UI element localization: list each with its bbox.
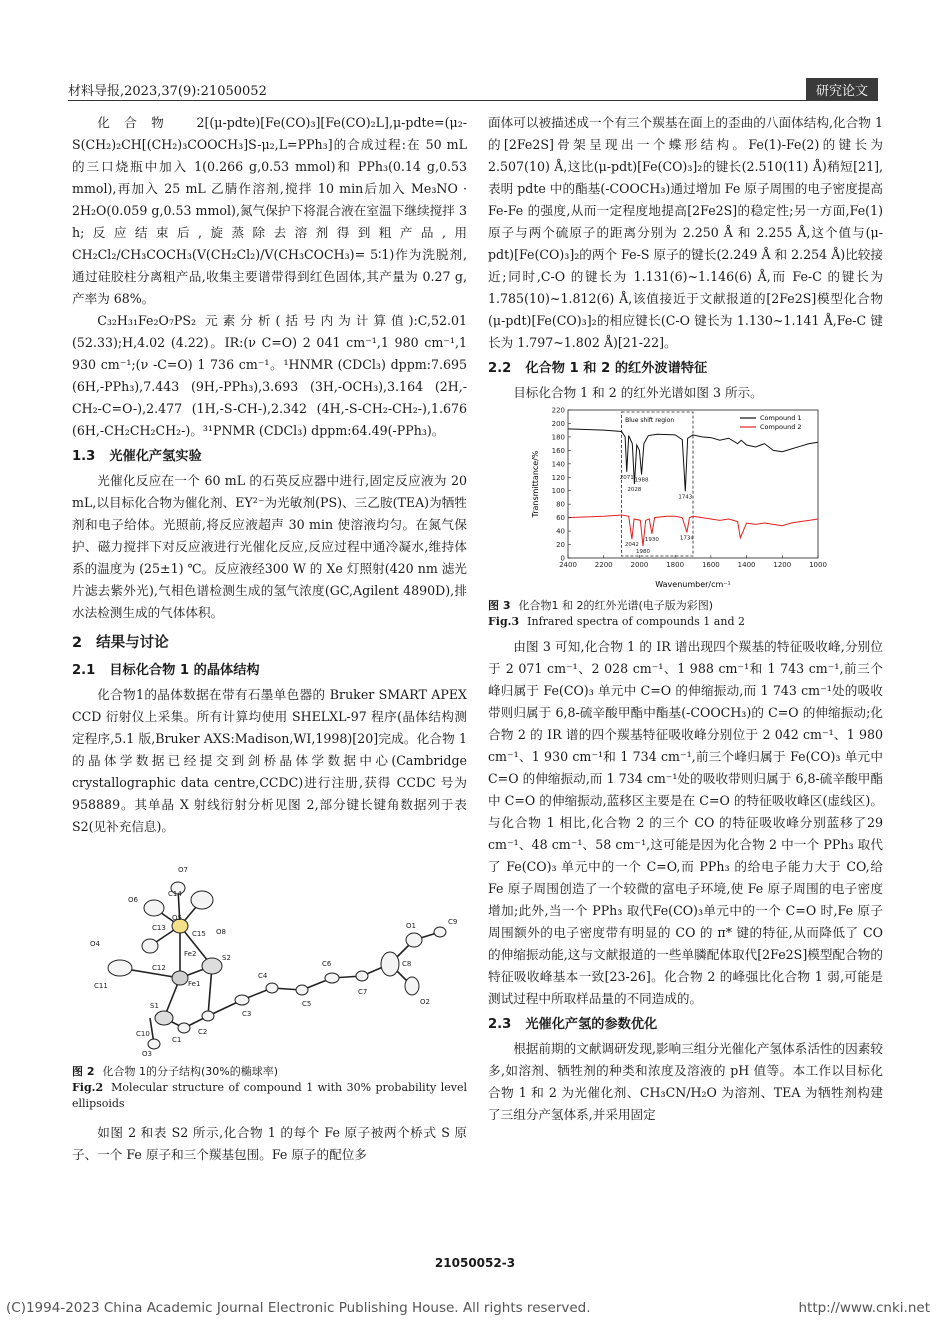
y-tick-label: 140 — [551, 460, 565, 469]
peak-label: 1743 — [678, 494, 693, 501]
atom-label: C1 — [172, 1036, 182, 1044]
section-heading-1-3: 1.3 光催化产氢实验 — [72, 449, 202, 464]
x-tick-label: 1200 — [773, 561, 792, 569]
atom-label: O5 — [172, 914, 182, 922]
atom-label: Fe1 — [188, 980, 201, 988]
atom-label: O3 — [142, 1050, 152, 1058]
atom-label: C7 — [358, 988, 368, 996]
x-tick-label: 1800 — [666, 561, 685, 569]
y-tick-label: 120 — [551, 473, 565, 482]
figure-2-discussion: 如图 2 和表 S2 所示,化合物 1 的每个 Fe 原子被两个桥式 S 原子、一个 Fe 原子和三个羰基包围。Fe 原子的配位多 — [72, 1125, 467, 1162]
atom-label: S1 — [150, 1002, 159, 1010]
synthesis-paragraph: 化合物 2[(μ-pdte)[Fe(CO)₃][Fe(CO)₂L],μ-pdte=(μ₂-S(CH₂)₂CH[(CH₂)₃COOCH₃]S-μ₂,L=PPh₃]的合成过程:在 50 mL 的三口烧瓶中加入 1(0.266 g,0.53 mmol)和 PPh₃(0.14 g,0.53 mmol),再加入 25 mL 乙腈作溶剂,搅拌 10 min后加入 Me₃NO · 2H₂O(0.059 g,0.53 mmol),氮气保护下将混合液在室温下继续搅拌 3 h;反应结束后,旋蒸除去溶剂得到粗产品,用 CH₂Cl₂/CH₃COCH₃(V(CH₂Cl₂)/V(CH₃COCH₃)= 5∶1)作为洗脱剂,通过硅胶柱分离粗产品,收集主要谱带得到红色固体,其产量为 0.27 g,产率为 68%。 — [72, 115, 467, 306]
structure-continued-paragraph: 面体可以被描述成一个有三个羰基在面上的歪曲的八面体结构,化合物 1 的[2Fe2S]骨架呈现出一个蝶形结构。Fe(1)-Fe(2)的键长为 2.507(10) Å,这比(μ-pdt)[Fe(CO)₃]₂的键长(2.510(11) Å)稍短[21],表明 pdte 中的酯基(-COOCH₃)通过增加 Fe 原子周围的电子密度提高 Fe-Fe 的强度,从而一定程度地提高[2Fe2S]的稳定性;另一方面,Fe(1)原子与两个硫原子的距离分别为 2.250 Å 和 2.255 Å,这个值与(μ-pdt)[Fe(CO)₃]₂的两个 Fe-S 原子的键长(2.249 Å 和 2.254 Å)比较接近;同时,C-O 的键长为 1.131(6)~1.146(6) Å,而 Fe-C 的键长为 1.785(10)~1.812(6) Å,该值接近于文献报道的[2Fe2S]模型化合物(μ-pdt)[Fe(CO)₃]₂的相应键长(C-O 键长为 1.130~1.141 Å,Fe-C 键长为 1.797~1.802 Å)[21-22]。 — [488, 115, 883, 350]
atom-label: C4 — [258, 972, 268, 980]
peak-label: 2028 — [627, 487, 642, 493]
atom-label: C9 — [448, 918, 458, 926]
atom-label: C14 — [168, 890, 182, 898]
peak-label: 1734 — [679, 535, 694, 542]
ir-intro: 目标化合物 1 和 2 的红外光谱如图 3 所示。 — [513, 385, 763, 400]
x-tick-label: 2000 — [630, 561, 649, 569]
legend-label: Compound 1 — [760, 414, 802, 422]
ir-spectra-chart — [528, 404, 828, 594]
atom-label: C11 — [94, 982, 108, 990]
y-axis-label: Transmittance/% — [531, 450, 540, 518]
right-column — [488, 112, 883, 1126]
peak-label: 2042 — [624, 542, 639, 549]
page-number: 21050052-3 — [434, 1256, 516, 1270]
atom-label: C12 — [152, 964, 166, 972]
atom-label: O6 — [128, 896, 138, 904]
peak-label: 1980 — [636, 548, 650, 555]
x-tick-label: 1400 — [737, 561, 756, 569]
ir-discussion-paragraph: 由图 3 可知,化合物 1 的 IR 谱出现四个羰基的特征吸收峰,分别位于 2 071 cm⁻¹、2 028 cm⁻¹、1 988 cm⁻¹和 1 743 cm⁻¹,前三个峰归属于 Fe(CO)₃ 单元中 C=O 的伸缩振动,而 1 743 cm⁻¹处的吸收带则归属于 6,8-硫辛酸甲酯中酯基(-COOCH₃)的 C=O 的伸缩振动;化合物 2 的 IR 谱的四个羰基特征吸收峰分别位于 2 042 cm⁻¹、1 980 cm⁻¹、1 930 cm⁻¹和 1 734 cm⁻¹,前三个峰归属于 Fe(CO)₃ 单元中 C=O 的伸缩振动,而 1 734 cm⁻¹处的吸收带则归属于 6,8-硫辛酸甲酯中 C=O 的伸缩振动,蓝移区主要是在 C=O 的特征吸收峰区(虚线区)。与化合物 1 相比,化合物 2 的三个 CO 的特征吸收峰分别蓝移了29 cm⁻¹、48 cm⁻¹、58 cm⁻¹,这可能是因为化合物 2 中一个 PPh₃ 取代了 Fe(CO)₃ 单元中的一个 C=O,而 PPh₃ 的给电子能力大于 CO,给 Fe 原子周围创造了一个较微的富电子环境,使 Fe 原子周围的电子密度增加;此外,当一个 PPh₃ 取代Fe(CO)₃单元中的一个 C=O 时,Fe 原子周围额外的电子密度带有明显的 CO 的 π* 键的特征,从而降低了 CO 的伸缩振动能,这与文献报道的一些单膦配体取代[2Fe2S]模型配合物的特征吸收峰基本一致[23-26]。化合物 2 的峰强比化合物 1 弱,可能是测试过程中所取样品量的不同造成的。 — [488, 639, 883, 1006]
y-tick-label: 100 — [551, 487, 565, 496]
y-tick-label: 20 — [556, 541, 565, 550]
atom-label: O1 — [406, 922, 416, 930]
crystal-paragraph: 化合物1的晶体数据在带有石墨单色器的 Bruker SMART APEX CCD 衍射仪上采集。所有计算均使用 SHELXL-97 程序(晶体结构测定程序,5.1 版,Bruker AXS:Madison,WI,1998)[20]完成。化合物 1 的晶体学数据已经提交到剑桥晶体学数据中心(Cambridge crystallographic data centre,CCDC)进行注册,获得 CCDC 号为 958889。其单晶 X 射线衍射分析见图 2,部分键长键角数据列于表 S2(见补充信息)。 — [72, 687, 467, 834]
x-tick-label: 2400 — [559, 561, 577, 569]
peak-label: 1930 — [644, 536, 659, 543]
page-header — [68, 78, 878, 101]
characterization-paragraph: C₃₂H₃₁Fe₂O₇PS₂ 元素分析(括号内为计算值):C,52.01 (52.33);H,4.02 (4.22)。IR:(ν C=O) 2 041 cm⁻¹,1 980 cm⁻¹,1 930 cm⁻¹;(ν -C=O) 1 736 cm⁻¹。¹HNMR (CDCl₃) dppm:7.695 (6H,-PPh₃),7.443 (9H,-PPh₃),3.693 (3H,-OCH₃),3.164 (2H,-CH₂-C=O-),2.477 (1H,-S-CH-),2.342 (4H,-S-CH₂-CH₂-),1.676 (6H,-CH₂CH₂CH₂-)。³¹PNMR (CDCl₃) dppm:64.49(-PPh₃)。 — [72, 313, 467, 438]
molecular-structure-figure — [72, 838, 467, 1060]
y-tick-label: 180 — [551, 433, 565, 442]
x-tick-label: 1000 — [809, 561, 827, 569]
atom-label: C6 — [322, 960, 332, 968]
x-tick-label: 2200 — [594, 561, 613, 569]
photocatalysis-paragraph: 光催化反应在一个 60 mL 的石英反应器中进行,固定反应液为 20 mL,以目标化合物为催化剂、EY²⁻为光敏剂(PS)、三乙胺(TEA)为牺牲剂和电子给体。光照前,将反应液超声 30 min 使溶液均匀。在氮气保护、磁力搅拌下对反应液进行光催化反应,反应过程中通冷凝水,维持体系的温度为 (25±1) ℃。反应液经300 W 的 Xe 灯照射(420 nm 滤光片滤去紫外光),气相色谱检测生成的氢气浓度(GC,Agilent 4890D),排水法检测生成的气体体积。 — [72, 473, 467, 620]
x-tick-label: 1600 — [701, 561, 720, 569]
legend-label: Compound 2 — [760, 423, 802, 431]
optimization-paragraph: 根据前期的文献调研发现,影响三组分光催化产氢体系活性的因素较多,如溶剂、牺牲剂的种类和浓度及溶液的 pH 值等。本工作以目标化合物 1 和 2 为光催化剂、CH₃CN/H₂O 为溶剂、TEA 为牺牲剂构建了三组分产氢体系,并采用固定 — [488, 1041, 883, 1122]
atom-label: C13 — [152, 924, 166, 932]
atom-label: Fe2 — [184, 950, 197, 958]
section-heading-2-2: 2.2 化合物 1 和 2 的红外波谱特征 — [488, 361, 708, 376]
atom-label: O4 — [90, 940, 100, 948]
journal-citation: 材料导报,2023,37(9):21050052 — [68, 84, 267, 99]
atom-label: C3 — [242, 1010, 252, 1018]
figure-2-caption: 图 2 化合物 1的分子结构(30%的椭球率) Fig.2 Molecular structure of compound 1 with 30% probability level ellipsoids — [72, 1065, 467, 1110]
section-heading-2-3: 2.3 光催化产氢的参数优化 — [488, 1017, 658, 1032]
figure-3-caption: 图 3 化合物1 和 2的红外光谱(电子版为彩图) Fig.3 Infrared spectra of compounds 1 and 2 — [488, 599, 745, 628]
atom-label: C5 — [302, 1000, 312, 1008]
y-tick-label: 160 — [551, 446, 565, 455]
y-tick-label: 220 — [551, 406, 565, 415]
atom-label: C2 — [198, 1028, 208, 1036]
blue-shift-region-label: Blue shift region — [625, 417, 675, 424]
y-tick-label: 60 — [556, 514, 565, 523]
atom-label: O8 — [216, 928, 226, 936]
y-tick-label: 0 — [560, 554, 565, 563]
y-tick-label: 80 — [556, 500, 565, 509]
peak-label: 1988 — [634, 477, 649, 484]
section-badge: 研究论文 — [806, 78, 878, 101]
cnki-url[interactable]: http://www.cnki.net — [798, 1300, 930, 1316]
atom-label: O2 — [420, 998, 430, 1006]
peak-label: 2071 — [619, 474, 634, 481]
y-tick-label: 40 — [556, 527, 565, 536]
atom-label: S2 — [222, 954, 231, 962]
atom-label: C8 — [402, 960, 412, 968]
x-axis-label: Wavenumber/cm⁻¹ — [655, 580, 731, 589]
y-tick-label: 200 — [551, 419, 565, 428]
section-heading-2: 2 结果与讨论 — [72, 635, 169, 651]
atom-label: C15 — [192, 930, 206, 938]
section-heading-2-1: 2.1 目标化合物 1 的晶体结构 — [72, 663, 260, 678]
left-column — [72, 112, 467, 1166]
atom-label: C10 — [136, 1030, 150, 1038]
atom-label: O7 — [178, 866, 188, 874]
